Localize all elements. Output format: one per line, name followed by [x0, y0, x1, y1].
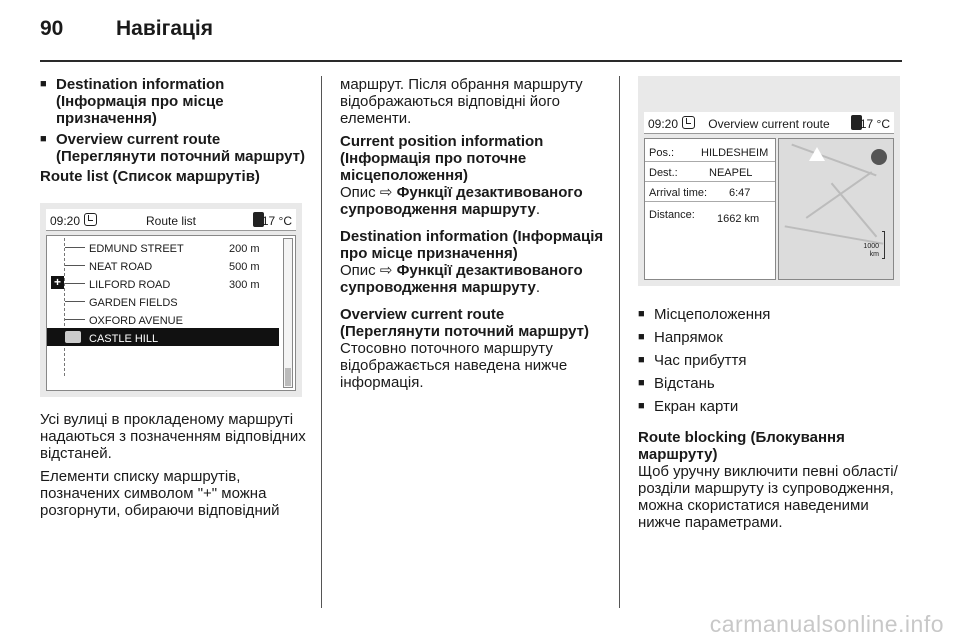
scrollbar[interactable] — [283, 238, 293, 388]
bullet-destination-info — [40, 76, 308, 127]
compass-icon — [871, 149, 887, 165]
bullet-subtitle: (Інформація про місце призначення) — [56, 93, 224, 127]
di-reference: Опис ⇨ Функції дезактивованого супроводження маршруту. — [340, 262, 583, 296]
pos-value: HILDESHEIM — [701, 147, 769, 159]
list-item[interactable] — [47, 274, 279, 292]
arrival-value: 6:47 — [729, 187, 751, 199]
overview-screenshot — [638, 76, 900, 286]
street-name: CASTLE HILL — [89, 333, 159, 345]
page-number: 90 — [40, 17, 64, 40]
street-name: NEAT ROAD — [89, 261, 153, 273]
ref-prefix: Опис — [340, 184, 376, 201]
map-scale-bar — [882, 231, 885, 259]
route-list-paragraph-2: Елементи списку маршрутів, позначених символом "+" можна розгорнути, обираючи відповідний — [40, 468, 280, 519]
map-scale: 1000 km — [863, 243, 879, 258]
screen-time: 09:20 — [648, 117, 679, 131]
car-icon — [65, 331, 81, 343]
dest-value: NEAPEL — [709, 167, 753, 179]
column-divider — [321, 76, 322, 608]
cpi-heading: Current position information (Інформація про поточне місцеположення) — [340, 133, 544, 184]
reference-arrow-icon: ⇨ — [379, 184, 393, 201]
route-list-paragraph-1: Усі вулиці в прокладеному маршруті надаються з позначенням відповідних відстаней. — [40, 411, 306, 462]
expand-plus-icon[interactable]: + — [51, 276, 64, 289]
list-item[interactable] — [47, 292, 279, 310]
distance-label: Distance: — [649, 209, 695, 221]
screen-time: 09:20 — [50, 214, 81, 228]
street-distance: 500 m — [229, 261, 260, 273]
column-2 — [340, 76, 608, 391]
bullet-title: ■ Overview current route — [56, 131, 221, 148]
street-name: EDMUND STREET — [89, 243, 184, 255]
screen-status-bar — [644, 112, 894, 134]
warning-icon — [809, 147, 825, 161]
list-item[interactable] — [47, 256, 279, 274]
watermark: carmanualsonline.info — [709, 611, 944, 637]
continued-text: маршрут. Після обрання маршруту відображаються відповідні його елементи. — [340, 76, 583, 127]
cpi-reference: Опис ⇨ Функції дезактивованого супроводження маршруту. — [340, 184, 583, 218]
ref-prefix: Опис — [340, 262, 376, 279]
list-item: ■ Час прибуття — [638, 352, 906, 369]
page-title: Навігація — [116, 17, 214, 40]
ocr-heading: Overview current route (Переглянути поточний маршрут) — [340, 306, 590, 340]
pos-label: Pos.: — [649, 147, 675, 159]
bullet-title: ■ Destination information — [56, 76, 225, 93]
street-name: OXFORD AVENUE — [89, 315, 183, 327]
header-rule — [40, 60, 902, 62]
column-divider — [619, 76, 620, 608]
list-item[interactable] — [47, 238, 279, 256]
list-item: ■ Напрямок — [638, 329, 906, 346]
bullet-overview-route — [40, 131, 308, 165]
list-item: ■ Екран карти — [638, 398, 906, 415]
distance-value: 1662 km — [717, 213, 760, 225]
route-list-screenshot — [40, 203, 302, 397]
screen-title: Overview current route — [708, 117, 830, 131]
street-name: GARDEN FIELDS — [89, 297, 178, 309]
reference-link[interactable]: Функції дезактивованого супроводження маршруту — [340, 184, 583, 218]
reference-arrow-icon: ⇨ — [379, 262, 393, 279]
dest-label: Dest.: — [649, 167, 678, 179]
street-name: LILFORD ROAD — [89, 279, 171, 291]
list-item[interactable] — [47, 310, 279, 328]
route-list-heading: Route list (Список маршрутів) — [40, 168, 260, 185]
list-item: ■ Відстань — [638, 375, 906, 392]
screen-status-bar — [46, 209, 296, 231]
route-list — [46, 235, 296, 391]
bullet-subtitle: (Переглянути поточний маршрут) — [56, 148, 306, 165]
rb-text: Щоб уручну виключити певні області/розділи маршруту із супроводження, можна скористатися наведеними нижче параметрами. — [638, 463, 898, 531]
ocr-text: Стосовно поточного маршруту відображається наведена нижче інформація. — [340, 340, 568, 391]
rb-heading: Route blocking (Блокування маршруту) — [638, 429, 845, 463]
arrival-label: Arrival time: — [649, 187, 708, 199]
route-map[interactable] — [778, 138, 894, 280]
column-1 — [40, 76, 308, 519]
route-info-panel — [644, 138, 776, 280]
di-heading: Destination information (Інформація про місце призначення) — [340, 228, 604, 262]
column-3 — [638, 76, 906, 531]
reference-link[interactable]: Функції дезактивованого супроводження маршруту — [340, 262, 583, 296]
scrollbar-thumb[interactable] — [285, 368, 291, 386]
list-item: ■ Місцеположення — [638, 306, 906, 323]
screen-title: Route list — [145, 214, 197, 228]
street-distance: 200 m — [229, 243, 260, 255]
screen-temperature: 17 °C — [859, 117, 890, 131]
list-item-selected[interactable] — [47, 328, 279, 346]
screen-temperature: 17 °C — [261, 214, 292, 228]
street-distance: 300 m — [229, 279, 260, 291]
